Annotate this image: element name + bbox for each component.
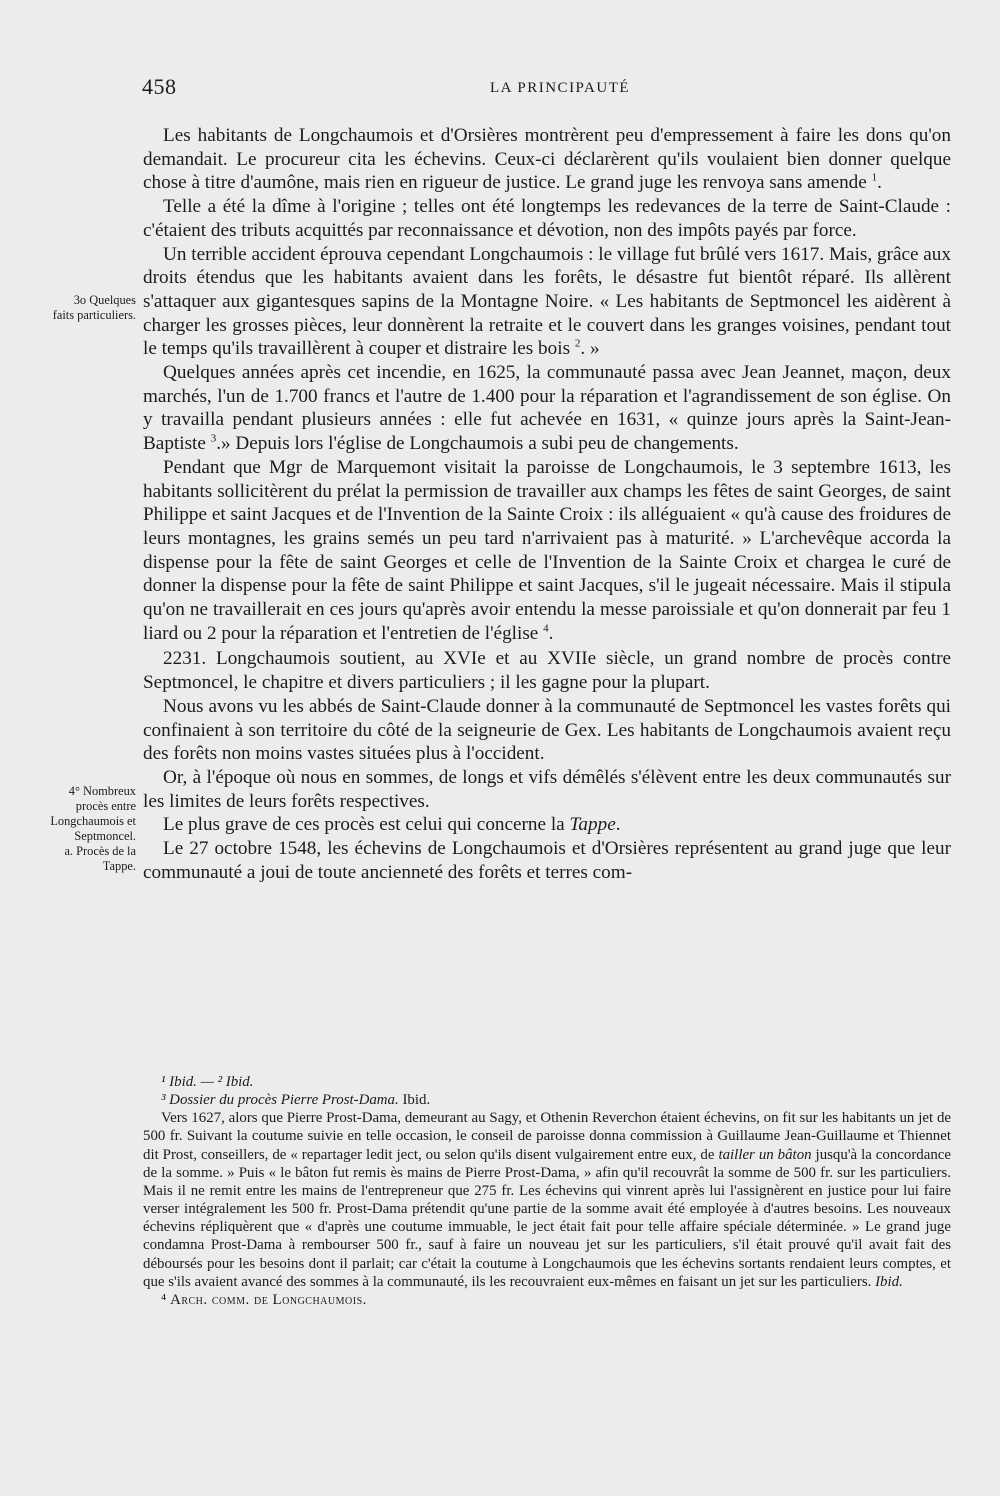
marginal-note-4-main: 4° Nombreux procès entre Longchaumois et Septmoncel.: [50, 784, 136, 843]
paragraph-10: Le 27 octobre 1548, les échevins de Longchaumois et d'Orsières représentent au grand juge que leur communauté a joui de toute ancienneté des forêts et terres com-: [143, 838, 951, 883]
page-number: 458: [142, 74, 177, 99]
paragraph-1: Les habitants de Longchaumois et d'Orsières montrèrent peu d'empressement à faire les dons qu'on demandait. Le procureur cita les échevins. Ceux-ci déclarèrent qu'ils voulaient bien donner quelque chose à titre d'aumône, mais rien en rigueur de justice. Le grand juge les renvoya sans amende $^1$.: [143, 125, 951, 194]
footnote-ref-3: 3: [210, 432, 217, 445]
paragraph-4: Quelques années après cet incendie, en 1625, la communauté passa avec Jean Jeannet, maçon, deux marchés, l'un de 1.700 francs et l'autre de 1.400 pour la réparation et l'agrandissement de son église. On y travailla pendant plusieurs années : elle fut achevée en 1631, « quinze jours après la Saint-Jean-Baptiste $^3$.» Depuis lors l'église de Longchaumois a subi peu de changements.: [143, 362, 951, 455]
tappe-italic: Tappe: [569, 814, 616, 836]
paragraph-5: Pendant que Mgr de Marquemont visitait la paroisse de Longchaumois, le 3 septembre 1613, les habitants sollicitèrent du prélat la permission de travailler aux champs les fêtes de saint Georges, de saint Philippe et saint Jacques et de l'Invention de la Sainte Croix : ils alléguaient « qu'à cause des froidures de leurs montagnes, les grains semés un peu tard n'arrivaient pas à maturité. » L'archevêque accorda la dispense pour la fête de saint Georges et celle de l'Invention de la Sainte Croix et chargea le curé de donner la dispense pour la fête de saint Philippe et saint Jacques, s'il le jugeait nécessaire. Mais il stipula qu'on ne travaillerait en ces jours qu'après avoir entendu la messe paroissiale et qu'on donnerait par feu 1 liard ou 2 pour la réparation et l'entretien de l'église $^4$.: [143, 456, 951, 644]
paragraph-2: Telle a été la dîme à l'origine ; telles ont été longtemps les redevances de la terre de Saint-Claude : c'étaient des tributs acquittés par reconnaissance et dévotion, non des impôts payés par force.: [143, 196, 951, 241]
paragraph-3: Un terrible accident éprouva cependant Longchaumois : le village fut brûlé vers 1617. Mais, grâce aux droits étendus que les habitants avaient dans les forêts, le désastre fut bientôt réparé. Ils allèrent s'attaquer aux gigantesques sapins de la Montagne Noire. « Les habitants de Septmoncel les aidèrent à charger les grosses pièces, leur donnèrent la retraite et le couvert dans les granges voisines, pendant tout le temps qu'ils travaillèrent à couper et distraire les bois $^2$. »: [143, 243, 951, 360]
footnote-3-title: ³ Dossier du procès Pierre Prost-Dama. Ibid.: [161, 1092, 431, 1109]
marginal-note-3: 3o Quelques faits particuliers.: [52, 293, 136, 322]
marginal-note-4: [50, 784, 136, 874]
footnote-ref-4: 4: [543, 622, 549, 635]
paragraph-8: Or, à l'époque où nous en sommes, de longs et vifs démêlés s'élèvent entre les deux communautés sur les limites de leurs forêts respectives.: [143, 766, 951, 812]
running-title: LA PRINCIPAUTÉ: [489, 80, 631, 96]
main-text: [143, 124, 951, 885]
footnotes: [143, 1073, 951, 1309]
footnote-ref-2: 2: [574, 337, 581, 350]
footnote-ref-1: 1: [871, 172, 878, 185]
marginal-note-4-sub: a. Procès de la Tappe.: [64, 844, 136, 873]
paragraph-7: Nous avons vu les abbés de Saint-Claude donner à la communauté de Septmoncel les vastes forêts qui confinaient à son territoire du côté de la seigneurie de Gex. Les habitants de Longchaumois avaient reçu des forêts non moins vastes situées plus à l'occident.: [143, 695, 951, 765]
footnote-1-2: ¹ Ibid. — ² Ibid.: [161, 1074, 254, 1090]
paragraph-6: 2231. Longchaumois soutient, au XVIe et au XVIIe siècle, un grand nombre de procès contre Septmoncel, le chapitre et divers particuliers ; il les gagne pour la plupart.: [143, 648, 951, 694]
paragraph-9: Le plus grave de ces procès est celui qui concerne la Tappe.: [163, 814, 621, 836]
footnote-3-body: Vers 1627, alors que Pierre Prost-Dama, demeurant au Sagy, et Othenin Reverchon étaient échevins, on fit sur les habitants un jet de 500 fr. Suivant la coutume suivie en telle occasion, le conseil de paroisse donna commission à Guillaume Jean-Guillaume et Thiennet dit Prost, conseillers, de « repartager ledit ject, ou selon qu'ils disent vulgairement entre eux, de tailler un bâton jusqu'à la concordance de la somme. » Puis « le bâton fut remis ès mains de Pierre Prost-Dama, » afin qu'il recouvrât la somme de 500 fr. sur les particuliers. Mais il ne remit entre les mains de l'entrepreneur que 275 fr. Les échevins qui vinrent après lui l'assignèrent en justice pour lui faire verser intégralement les 500 fr. Prost-Dama prétendit qu'une partie de la somme avait été employée à d'autres besoins. Les nouveaux échevins répliquèrent que « d'après une coutume immuable, le ject était fait pour telle affaire spéciale déterminée. » Le grand juge condamna Prost-Dama à rembourser 500 fr., sauf à faire un nouveau jet sur les particuliers, s'il était prouvé qu'il avait fait des déboursés pour les besoins dont il parlait; car c'était la coutume à Longchaumois que les échevins sortants rendaient leurs comptes, et que s'ils avaient avancé des sommes à la communauté, ils les recouvraient eux-mêmes en faisant un jet sur les particuliers. Ibid.: [143, 1110, 952, 1290]
footnote-4: ⁴ Arch. comm. de Longchaumois.: [161, 1291, 367, 1308]
